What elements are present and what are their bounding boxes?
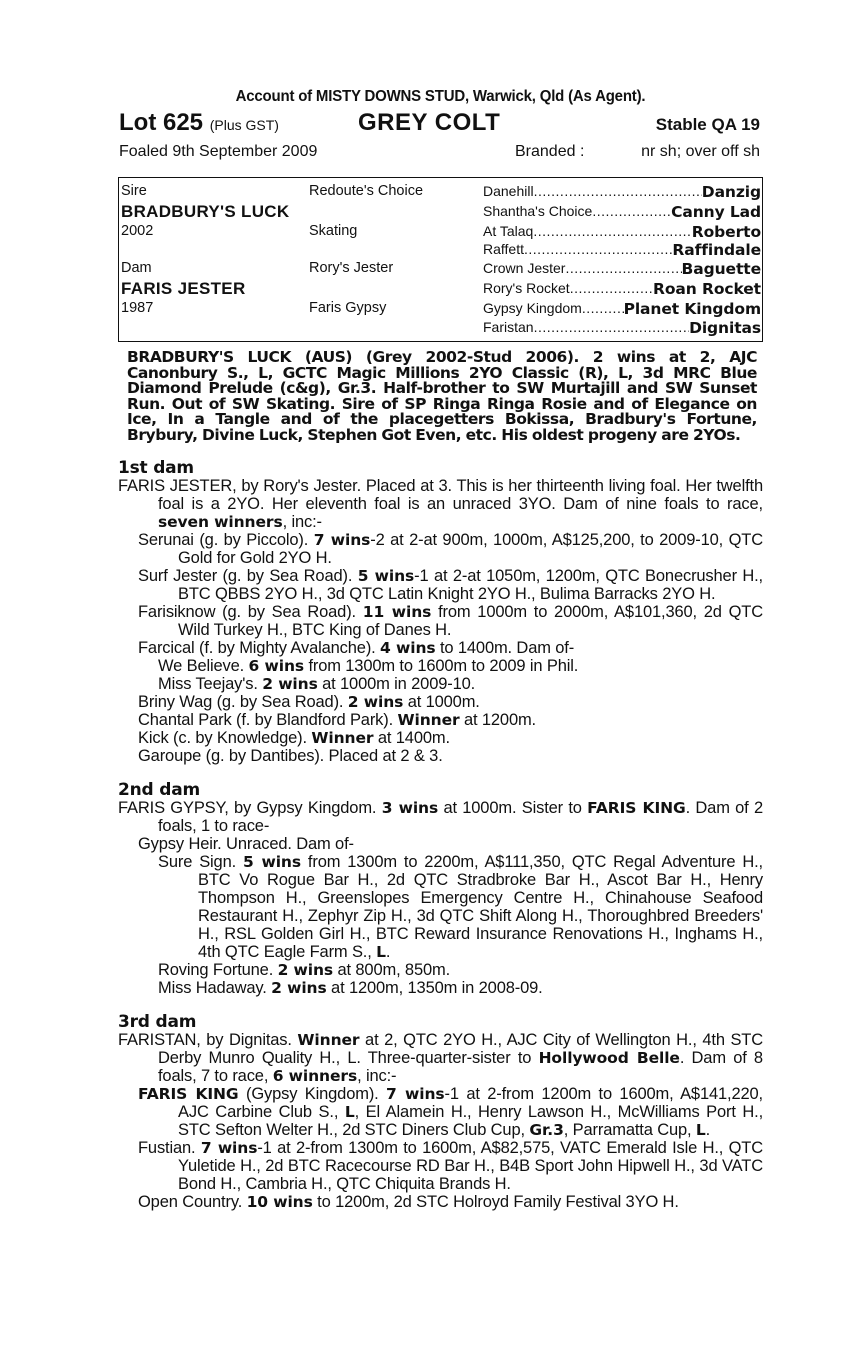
sire-sire: Redoute's Choice [309,183,424,199]
third-dam-section [118,1013,763,1211]
dam-label: Dam [121,260,152,276]
sire-name: BRADBURY'S LUCK [121,202,290,221]
grand-progeny-entry: Sure Sign. 5 wins from 1300m to 2200m, A$111,350, QTC Regal Adventure H., BTC Vo Rogue Bar H., 2d QTC Stradbroke Bar H., Ascot Bar H., Henry Thompson H., Greenslopes Emergency Centre H., Chinahouse Seafood Restaurant H., Zephyr Zip H., 3d QTC Shift Along H., Thoroughbred Breeders' H., RSL Golden Girl H., BTC Reward Insurance Renovations H., Inghams H., 4th QTC Eagle Farm S., L. [158,853,763,961]
lot-title: GREY COLT [358,109,501,136]
grandparent-a: Faristan [483,319,534,335]
dam-intro: FARIS GYPSY, by Gypsy Kingdom. 3 wins at 1000m. Sister to FARIS KING. Dam of 2 foals, 1 to race- [118,799,763,835]
progeny-entry: FARIS KING (Gypsy Kingdom). 7 wins-1 at 2-from 1200m to 1600m, A$141,220, AJC Carbine Club S., L, El Alamein H., Henry Lawson H., McWilliams Port H., STC Sefton Welter H., 2d STC Diners Club Cup, Gr.3, Parramatta Cup, L. [138,1085,763,1139]
grandparent-b: Dignitas [689,319,761,337]
section-heading: 3rd dam [118,1012,197,1032]
grandparent-a: Rory's Rocket [483,280,570,296]
grandparent-row [483,319,761,337]
progeny-entry: Surf Jester (g. by Sea Road). 5 wins-1 at 2-at 1050m, 1200m, QTC Bonecrusher H., BTC QBBS 2YO H., 3d QTC Latin Knight 2YO H., Bulima Barracks 2YO H. [138,567,763,603]
branded-value: nr sh; over off sh [641,143,760,160]
grandparent-b: Raffindale [672,241,761,259]
grandparent-row [483,300,761,318]
foaled-date: Foaled 9th September 2009 [119,143,318,160]
progeny-entry: Chantal Park (f. by Blandford Park). Winner at 1200m. [138,711,536,729]
progeny-entry: Briny Wag (g. by Sea Road). 2 wins at 1000m. [138,693,480,711]
lot-number [119,109,279,137]
catalogue-page [118,88,763,1211]
stable-number: Stable QA 19 [655,115,760,134]
grand-progeny-entry: We Believe. 6 wins from 1300m to 1600m to 2009 in Phil. [158,657,579,675]
grandparent-b: Canny Lad [671,203,761,221]
vendor-account: Account of MISTY DOWNS STUD, Warwick, Qld (As Agent). [235,87,646,106]
dam-dam: Faris Gypsy [309,300,387,316]
dam-name: FARIS JESTER [121,279,246,298]
progeny-entry: Gypsy Heir. Unraced. Dam of- [138,835,354,853]
dam-intro: FARISTAN, by Dignitas. Winner at 2, QTC 2YO H., AJC City of Wellington H., 4th STC Derby Munro Quality H., L. Three-quarter-sister to Hollywood Belle. Dam of 8 foals, 7 to race, 6 winners, inc:- [118,1031,763,1085]
progeny-entry: Farcical (f. by Mighty Avalanche). 4 wins to 1400m. Dam of- [138,639,575,657]
progeny-entry: Kick (c. by Knowledge). Winner at 1400m. [138,729,450,747]
progeny-entry: Serunai (g. by Piccolo). 7 wins-2 at 2-at 900m, 1000m, A$125,200, to 2009-10, QTC Gold for Gold 2YO H. [138,531,763,567]
lot-row [118,109,763,139]
grandparent-b: Danzig [701,183,761,201]
branded-label: Branded : [515,143,585,160]
grandparent-b: Planet Kingdom [623,300,761,318]
grand-progeny-entry: Roving Fortune. 2 wins at 800m, 850m. [158,961,451,979]
grand-progeny-entry: Miss Teejay's. 2 wins at 1000m in 2009-10. [158,675,476,693]
grandparent-b: Baguette [681,260,761,278]
sire-description: BRADBURY'S LUCK (AUS) (Grey 2002-Stud 2006). 2 wins at 2, AJC Canonbury S., L, GCTC Magic Millions 2YO Classic (R), L, 3d MRC Blue Diamond Prelude (c&g), Gr.3. Half-brother to SW Murtajill and SW Sunset Run. Out of SW Skating. Sire of SP Ringa Ringa Rosie and of Elegance on Ice, In a Tangle and of the placegetters Bokissa, Bradbury's Fortune, Brybury, Divine Luck, Stephen Got Even, etc. His oldest progeny are 2YOs. [127,348,757,444]
grandparent-row [483,183,761,201]
grandparent-b: Roan Rocket [653,280,761,298]
grandparent-row [483,280,761,298]
progeny-entry: Open Country. 10 wins to 1200m, 2d STC Holroyd Family Festival 3YO H. [138,1193,679,1211]
grand-progeny-entry: Miss Hadaway. 2 wins at 1200m, 1350m in 2008-09. [158,979,543,997]
progeny-entry: Farisiknow (g. by Sea Road). 11 wins from 1000m to 2000m, A$101,360, 2d QTC Wild Turkey H., BTC King of Danes H. [138,603,763,639]
dam-sire: Rory's Jester [309,260,394,276]
sire-year: 2002 [121,223,154,239]
grandparent-a: At Talaq [483,223,534,239]
first-dam-section [118,459,763,765]
grandparent-a: Danehill [483,183,534,199]
grandparent-row [483,241,761,259]
grandparent-a: Raffett [483,241,524,257]
grandparent-row [483,260,761,278]
dam-year: 1987 [121,300,154,316]
grandparent-a: Shantha's Choice [483,203,593,219]
foaled-row [118,143,763,165]
lot-label: Lot 625 [119,109,204,136]
grandparent-a: Crown Jester [483,260,566,276]
grandparent-row [483,203,761,221]
section-heading: 2nd dam [118,780,200,800]
sire-dam: Skating [309,223,358,239]
grandparent-b: Roberto [691,223,761,241]
gst-note: (Plus GST) [209,117,279,133]
progeny-entry: Fustian. 7 wins-1 at 2-from 1300m to 1600m, A$82,575, VATC Emerald Isle H., QTC Yuletide H., 2d BTC Racecourse RD Bar H., B4B Sport John Hipwell H., 3d VATC Bond H., Cambria H., QTC Chiquita Brands H. [138,1139,763,1193]
pedigree-table [118,177,763,342]
second-dam-section [118,781,763,997]
dam-intro: FARIS JESTER, by Rory's Jester. Placed at 3. This is her thirteenth living foal. Her twelfth foal is a 2YO. Her eleventh foal is an unraced 3YO. Dam of nine foals to race, seven winners, inc:- [118,477,763,531]
section-heading: 1st dam [118,458,194,478]
grandparent-a: Gypsy Kingdom [483,300,582,316]
sire-label: Sire [121,183,147,199]
progeny-entry: Garoupe (g. by Dantibes). Placed at 2 & 3. [138,747,443,765]
grandparent-row [483,223,761,241]
